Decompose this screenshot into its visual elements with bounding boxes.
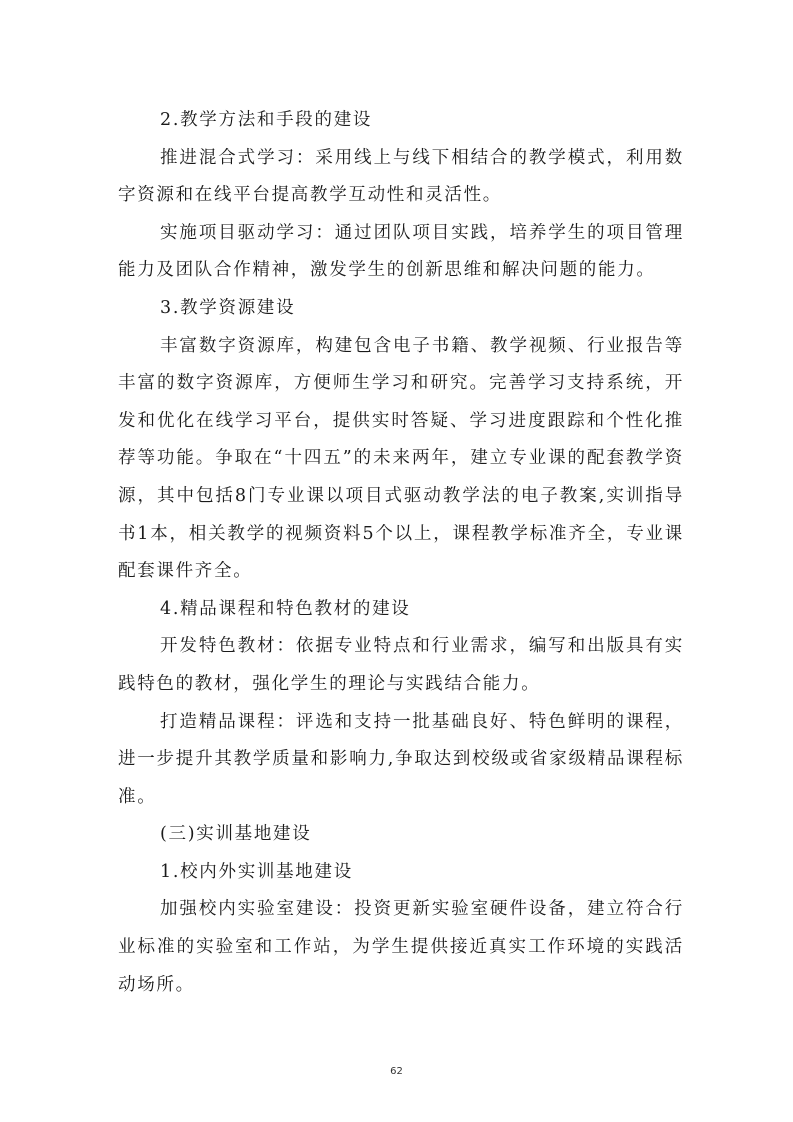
page-content	[118, 102, 684, 1004]
paragraph-blended-learning: 推进混合式学习：采用线上与线下相结合的教学模式，利用数字资源和在线平台提高教学互动性和灵活性。	[118, 147, 684, 206]
section-heading-quality-courses: 4.精品课程和特色教材的建设	[160, 598, 411, 619]
section-heading-training-base: (三)实训基地建设	[160, 824, 312, 845]
section-heading-teaching-methods: 2.教学方法和手段的建设	[160, 110, 373, 130]
paragraph-laboratory-construction: 加强校内实验室建设：投资更新实验室硬件设备，建立符合行业标准的实验室和工作站，为学生提供接近真实工作环境的实践活动场所。	[118, 899, 684, 995]
paragraph-quality-courses: 打造精品课程：评选和支持一批基础良好、特色鲜明的课程，进一步提升其教学质量和影响力,争取达到校级或省家级精品课程标准。	[118, 711, 684, 807]
section-heading-teaching-resources: 3.教学资源建设	[160, 297, 296, 318]
section-heading-campus-training-base: 1.校内外实训基地建设	[160, 861, 353, 882]
paragraph-digital-resources: 丰富数字资源库，构建包含电子书籍、教学视频、行业报告等丰富的数字资源库，方便师生学习和研究。完善学习支持系统，开发和优化在线学习平台，提供实时答疑、学习进度跟踪和个性化推荐等功能。争取在“十四五”的未来两年，建立专业课的配套教学资源，其中包括8门专业课以项目式驱动教学法的电子教案,实训指导书1本，相关教学的视频资料5个以上，课程教学标准齐全，专业课配套课件齐全。	[118, 335, 684, 582]
paragraph-project-driven-learning: 实施项目驱动学习：通过团队项目实践，培养学生的项目管理能力及团队合作精神，激发学生的创新思维和解决问题的能力。	[118, 222, 684, 281]
page-number: 62	[390, 1066, 403, 1077]
paragraph-featured-textbooks: 开发特色教材：依据专业特点和行业需求，编写和出版具有实践特色的教材，强化学生的理论与实践结合能力。	[118, 636, 684, 694]
